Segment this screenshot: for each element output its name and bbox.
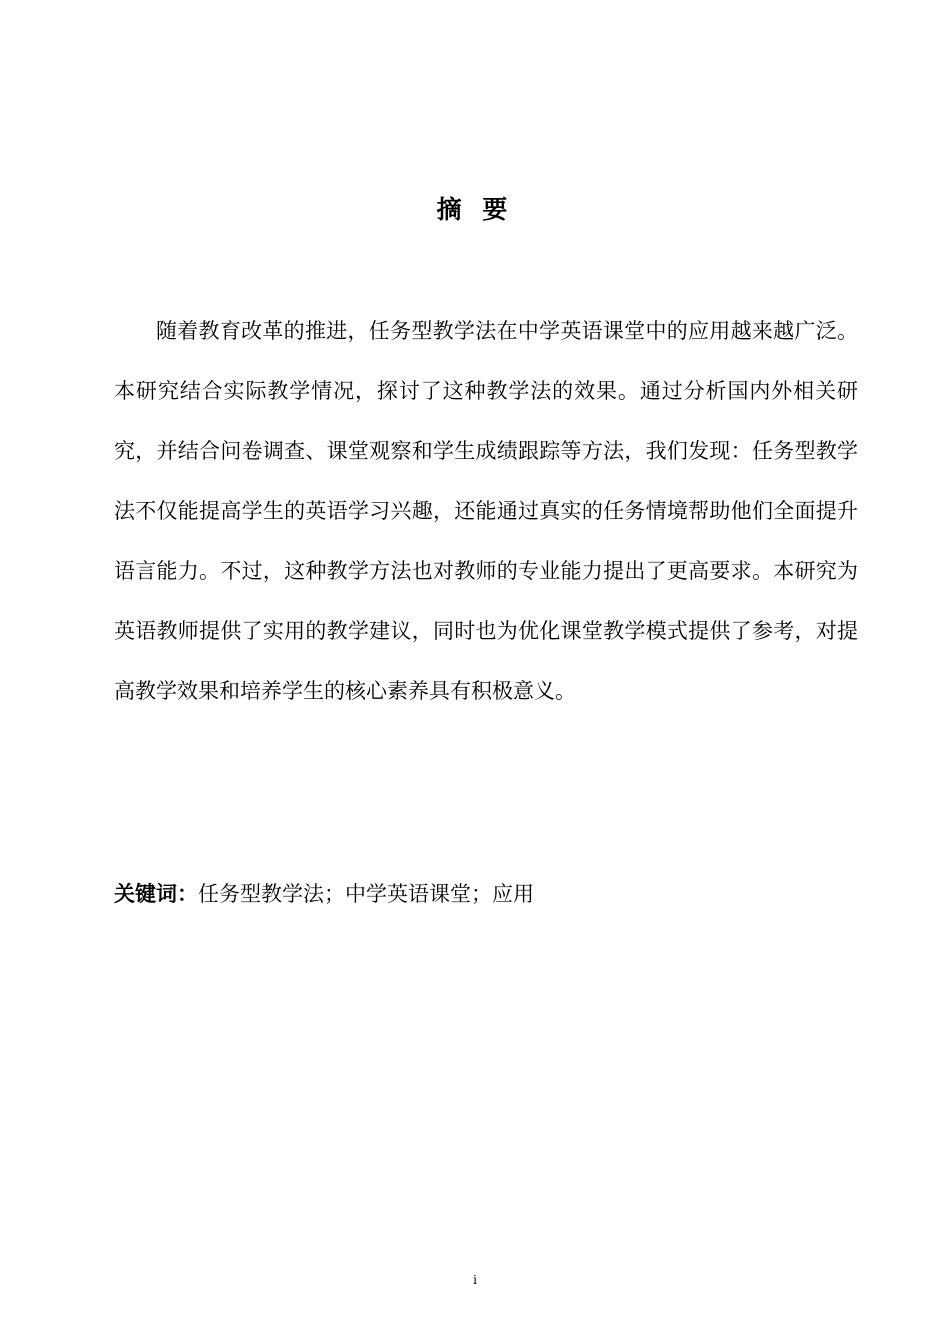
page-number: i [473, 1273, 477, 1287]
keywords-label: 关键词： [114, 882, 198, 906]
keywords-text: 任务型教学法；中学英语课堂；应用 [198, 882, 534, 906]
page-title: 摘 要 [436, 195, 514, 224]
keywords-line [114, 876, 858, 912]
abstract-paragraph: 随着教育改革的推进，任务型教学法在中学英语课堂中的应用越来越广泛。本研究结合实际教学情况，探讨了这种教学法的效果。通过分析国内外相关研究，并结合问卷调查、课堂观察和学生成绩跟踪等方法，我们发现：任务型教学法不仅能提高学生的英语学习兴趣，还能通过真实的任务情境帮助他们全面提升语言能力。不过，这种教学方法也对教师的专业能力提出了更高要求。本研究为英语教师提供了实用的教学建议，同时也为优化课堂教学模式提供了参考，对提高教学效果和培养学生的核心素养具有积极意义。 [114, 319, 858, 703]
